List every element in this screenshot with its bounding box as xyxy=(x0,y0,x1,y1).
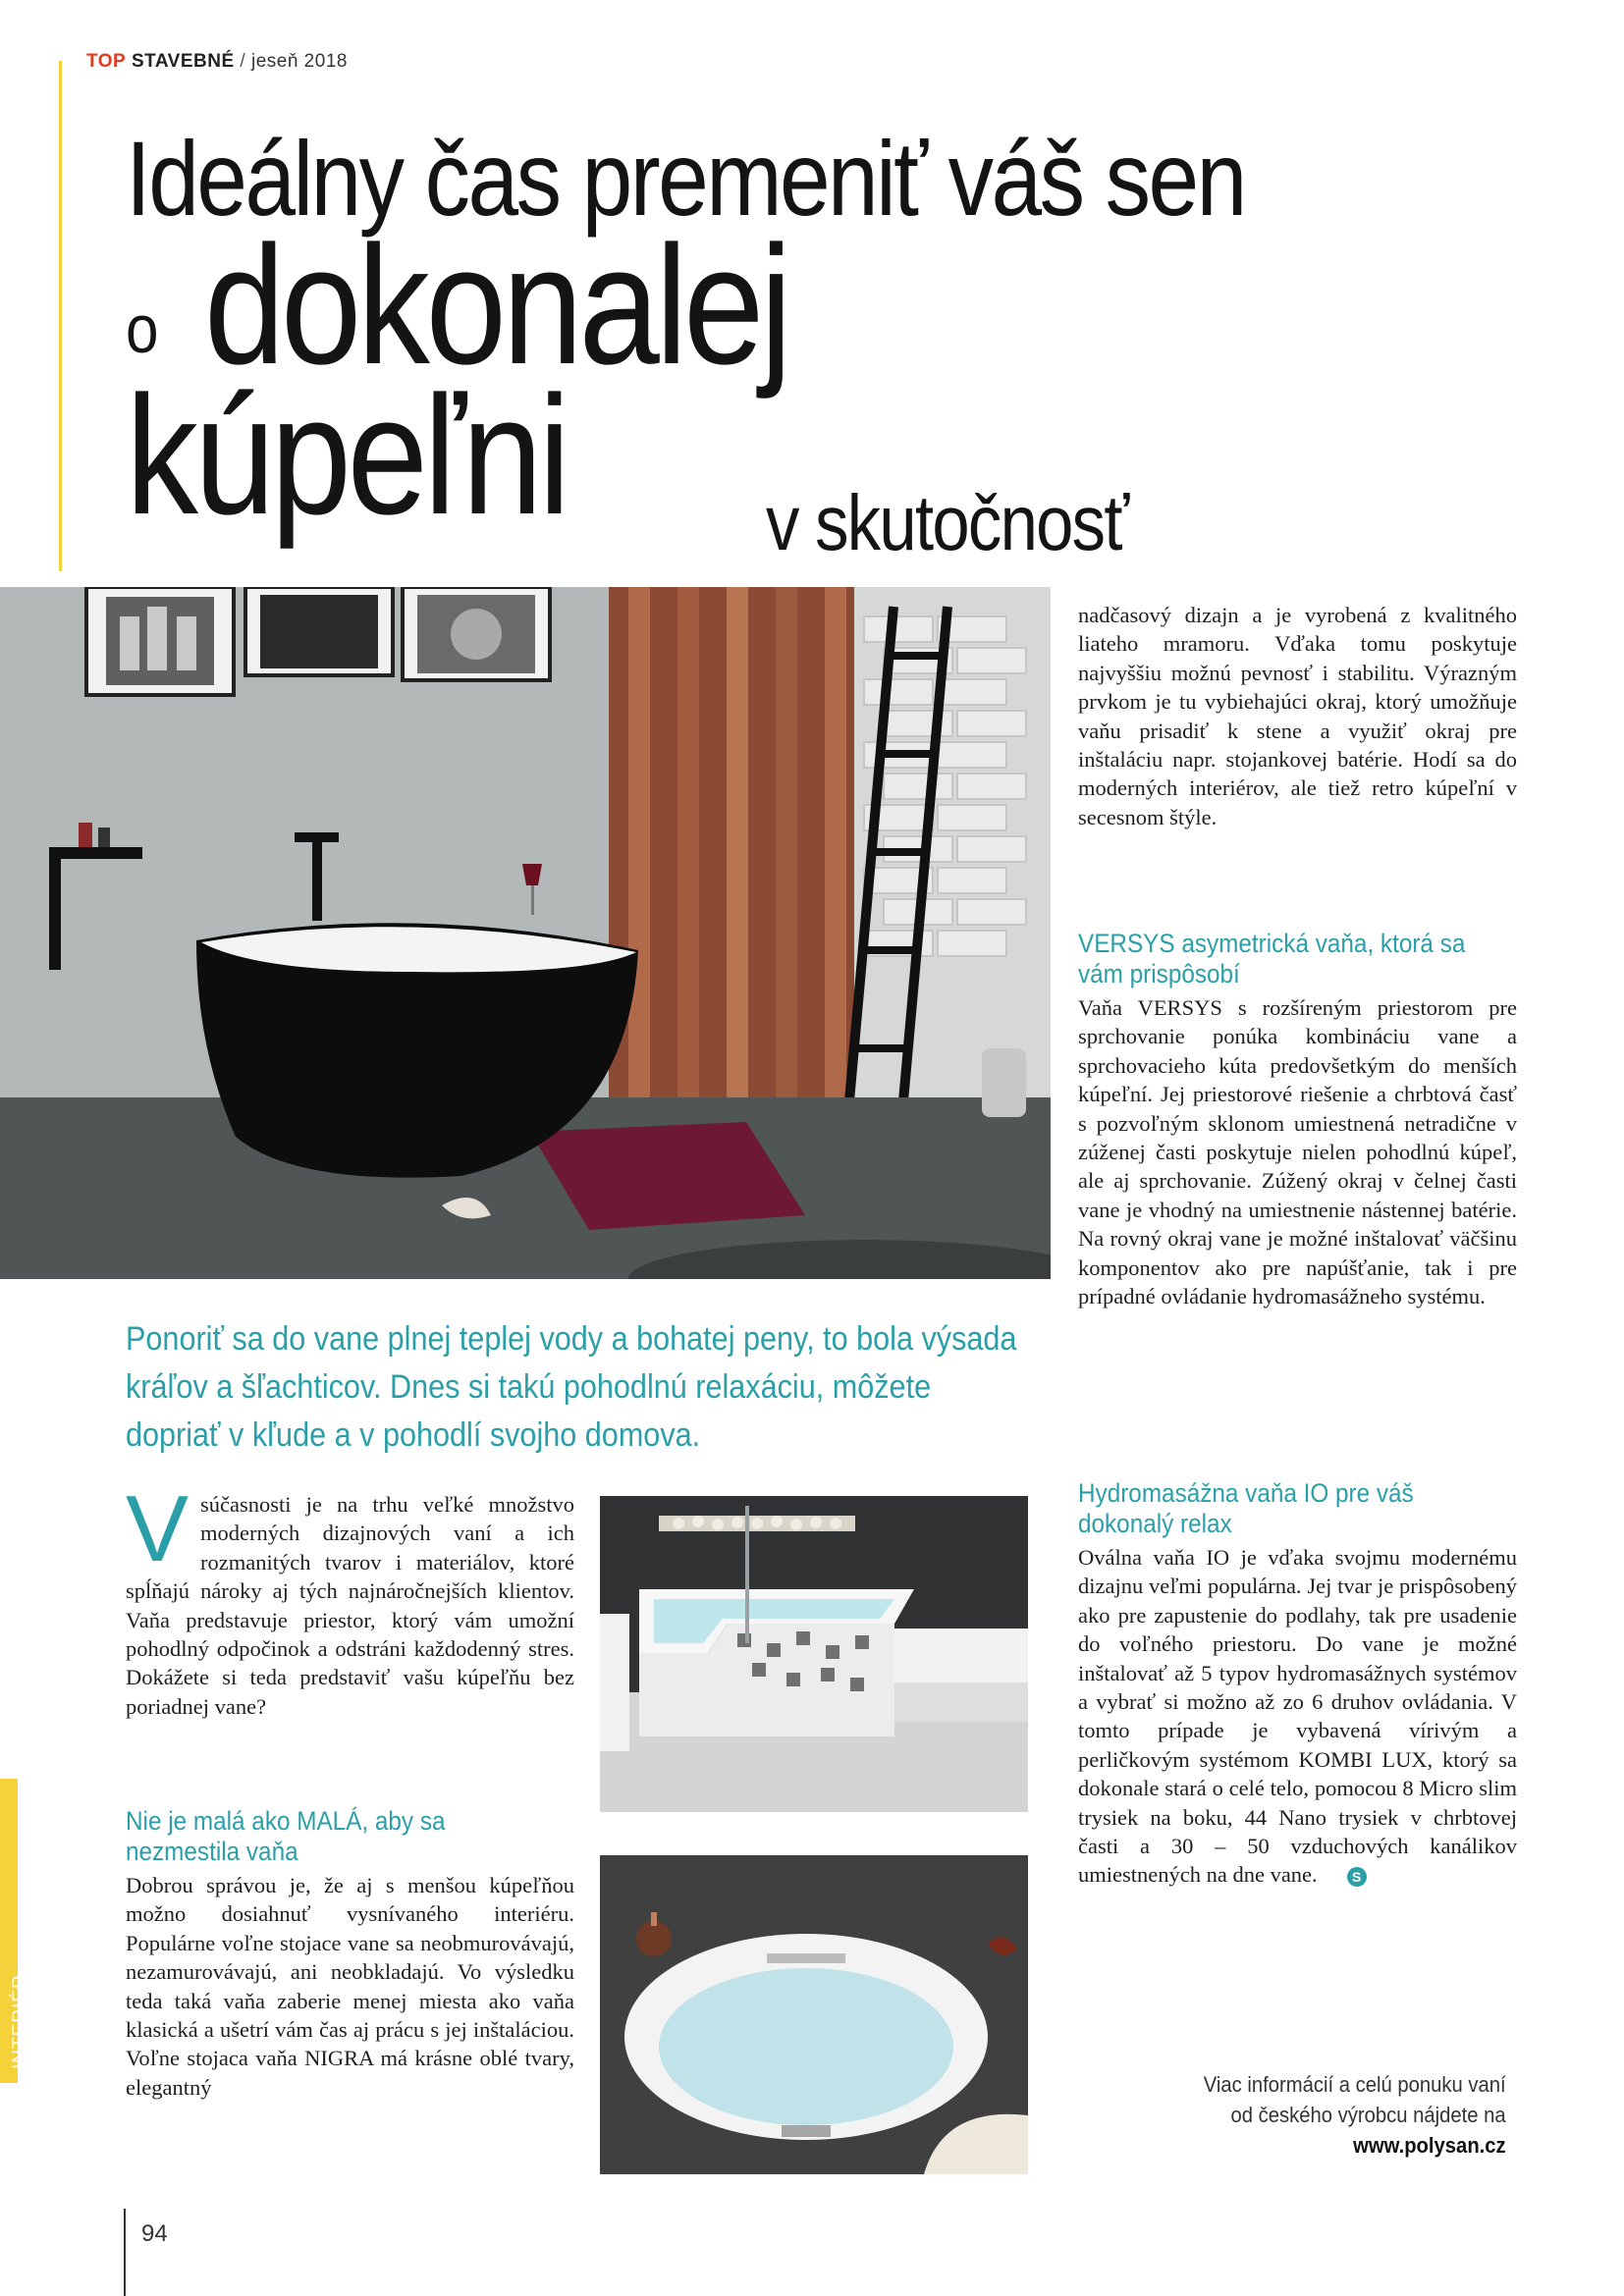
paragraph-versys: Vaňa VERSYS s rozšíreným priestorom pre sprchovanie ponúka kombináciu vane a sprchovacieho kúta predovšetkým do menších kúpeľní. Jej priestorové riešenie a chrbtová časť s pozvoľným sklonom umiestnená netradične v zúženej časti poskytuje nielen pohodlnú kúpeľ, ale aj sprchovanie. Zúžený okraj v čelnej časti vane je vhodný na umiestnenie nástennej batérie. Na rovný okraj vane je možné inštalovať väčšinu komponentov ako pre napúšťanie, tak i pre prípadné ovládanie hydromasážneho systému. xyxy=(1078,995,1517,1309)
dropcap: V xyxy=(126,1476,189,1581)
lead-text: Ponoriť sa do vane plnej teplej vody a bohatej peny, to bola výsada kráľov a šľachticov. Dnes si takú pohodlnú relaxáciu, môžete dopriať v kľude a v pohodlí svojho domova. xyxy=(126,1320,1017,1454)
lead-paragraph xyxy=(126,1315,1017,1460)
brand-stavebne: STAVEBNÉ xyxy=(132,51,235,72)
subheading-mala-line-2: nezmestila vaňa xyxy=(126,1837,298,1866)
title-word-o: o xyxy=(126,291,159,367)
issue-label: jeseň 2018 xyxy=(250,51,348,72)
more-info-line-2: od českého výrobcu nájdete na xyxy=(1230,2103,1506,2127)
io-bath-illustration xyxy=(600,1855,1028,2174)
footer-line xyxy=(124,2209,126,2296)
subheading-io-line-2: dokonalý relax xyxy=(1078,1509,1232,1538)
paragraph-nigra-continued: nadčasový dizajn a je vyrobená z kvalitného liateho mramoru. Vďaka tomu poskytuje najvyššiu možnú pevnosť i stabilitu. Výrazným prvkom je tu vybiehajúci okraj, ktorý umožňuje vaňu prisadiť k stene a využiť okraj pre inštaláciu napr. stojankovej batérie. Hodí sa do moderných interiérov, ale tiež retro kúpeľní v secesnom štýle. xyxy=(1078,603,1517,829)
paragraph-io-text: Oválna vaňa IO je vďaka svojmu modernému dizajnu veľmi populárna. Jej tvar je prispôsobený ako pre zapustenie do podlahy, tak pre usadenie do voľného priestoru. Do vane je možné inštalovať až 5 typov hydromasážnych systémov a vybrať si možno až zo 6 druhov ovládania. V tomto prípade je vybavená vírivým a perličkovým systémom KOMBI LUX, ktorý sa dokonale stará o celé telo, pomocou 8 Micro slim trysiek na boku, 44 Nano trysiek v chrbtovej časti a 30 – 50 vzduchových kanálikov umiestnených na dne vane. xyxy=(1078,1545,1517,1888)
title-word-dokonalej: dokonalej xyxy=(204,211,788,400)
title-word-kupelni: kúpeľni xyxy=(126,361,567,550)
page-number: 94 xyxy=(141,2220,168,2247)
subheading-versys xyxy=(1078,929,1465,989)
photo-black-freestanding-bathtub xyxy=(0,587,1051,1279)
subheading-versys-line-2: vám prispôsobí xyxy=(1078,959,1240,988)
more-info-box xyxy=(1204,2069,1506,2161)
polysan-link[interactable]: www.polysan.cz xyxy=(1353,2133,1506,2158)
paragraph-io xyxy=(1078,1543,1517,1890)
versys-bath-illustration xyxy=(600,1496,1028,1812)
title-line-1: Ideálny čas premeniť váš sen xyxy=(126,119,1245,238)
end-of-article-icon: S xyxy=(1347,1867,1367,1887)
subheading-io xyxy=(1078,1478,1414,1539)
subheading-mala-line-1: Nie je malá ako MALÁ, aby sa xyxy=(126,1806,446,1836)
magazine-header xyxy=(86,51,348,73)
paragraph-nigra: Dobrou správou je, že aj s menšou kúpeľňou možno dosiahnuť vysnívaného interiéru. Populárne voľne stojace vane sa neobmurovávajú, nezamurovávajú, ani neobkladajú. Vo výsledku teda taká vaňa zaberie menej miesta ako vaňa klasická a ušetrí vám čas aj prácu s jej inštaláciou. Voľne stojaca vaňa NIGRA má krásne oblé tvary, elegantný xyxy=(126,1873,574,2100)
more-info-line-1: Viac informácií a celú ponuku vaní xyxy=(1204,2072,1506,2097)
photo-versys-asymmetric-bathtub xyxy=(600,1496,1028,1812)
bathroom-illustration xyxy=(0,587,1051,1279)
subheading-mala xyxy=(126,1806,446,1867)
subheading-io-line-1: Hydromasážna vaňa IO pre váš xyxy=(1078,1478,1414,1508)
subheading-versys-line-1: VERSYS asymetrická vaňa, ktorá sa xyxy=(1078,929,1466,958)
intro-text: súčasnosti je na trhu veľké množstvo moderných dizajnových vaní a ich rozmanitých tvarov i materiálov, ktoré spĺňajú nároky aj tých najnáročnejších klientov. Vaňa predstavuje priestor, ktorý vám umožní pohodlný odpočinok a odstráni každodenný stres. Dokážete si teda predstaviť vašu kúpeľňu bez poriadnej vane? xyxy=(126,1492,574,1719)
photo-io-hydromassage-bathtub xyxy=(600,1855,1028,2174)
title-word-skutocnost: v skutočnosť xyxy=(766,479,1128,566)
header-separator: / xyxy=(240,51,246,72)
brand-top: TOP xyxy=(86,51,127,72)
header-accent-line xyxy=(59,61,62,571)
intro-paragraph xyxy=(126,1476,574,1721)
section-label: INTERIÉR xyxy=(10,1974,30,2069)
